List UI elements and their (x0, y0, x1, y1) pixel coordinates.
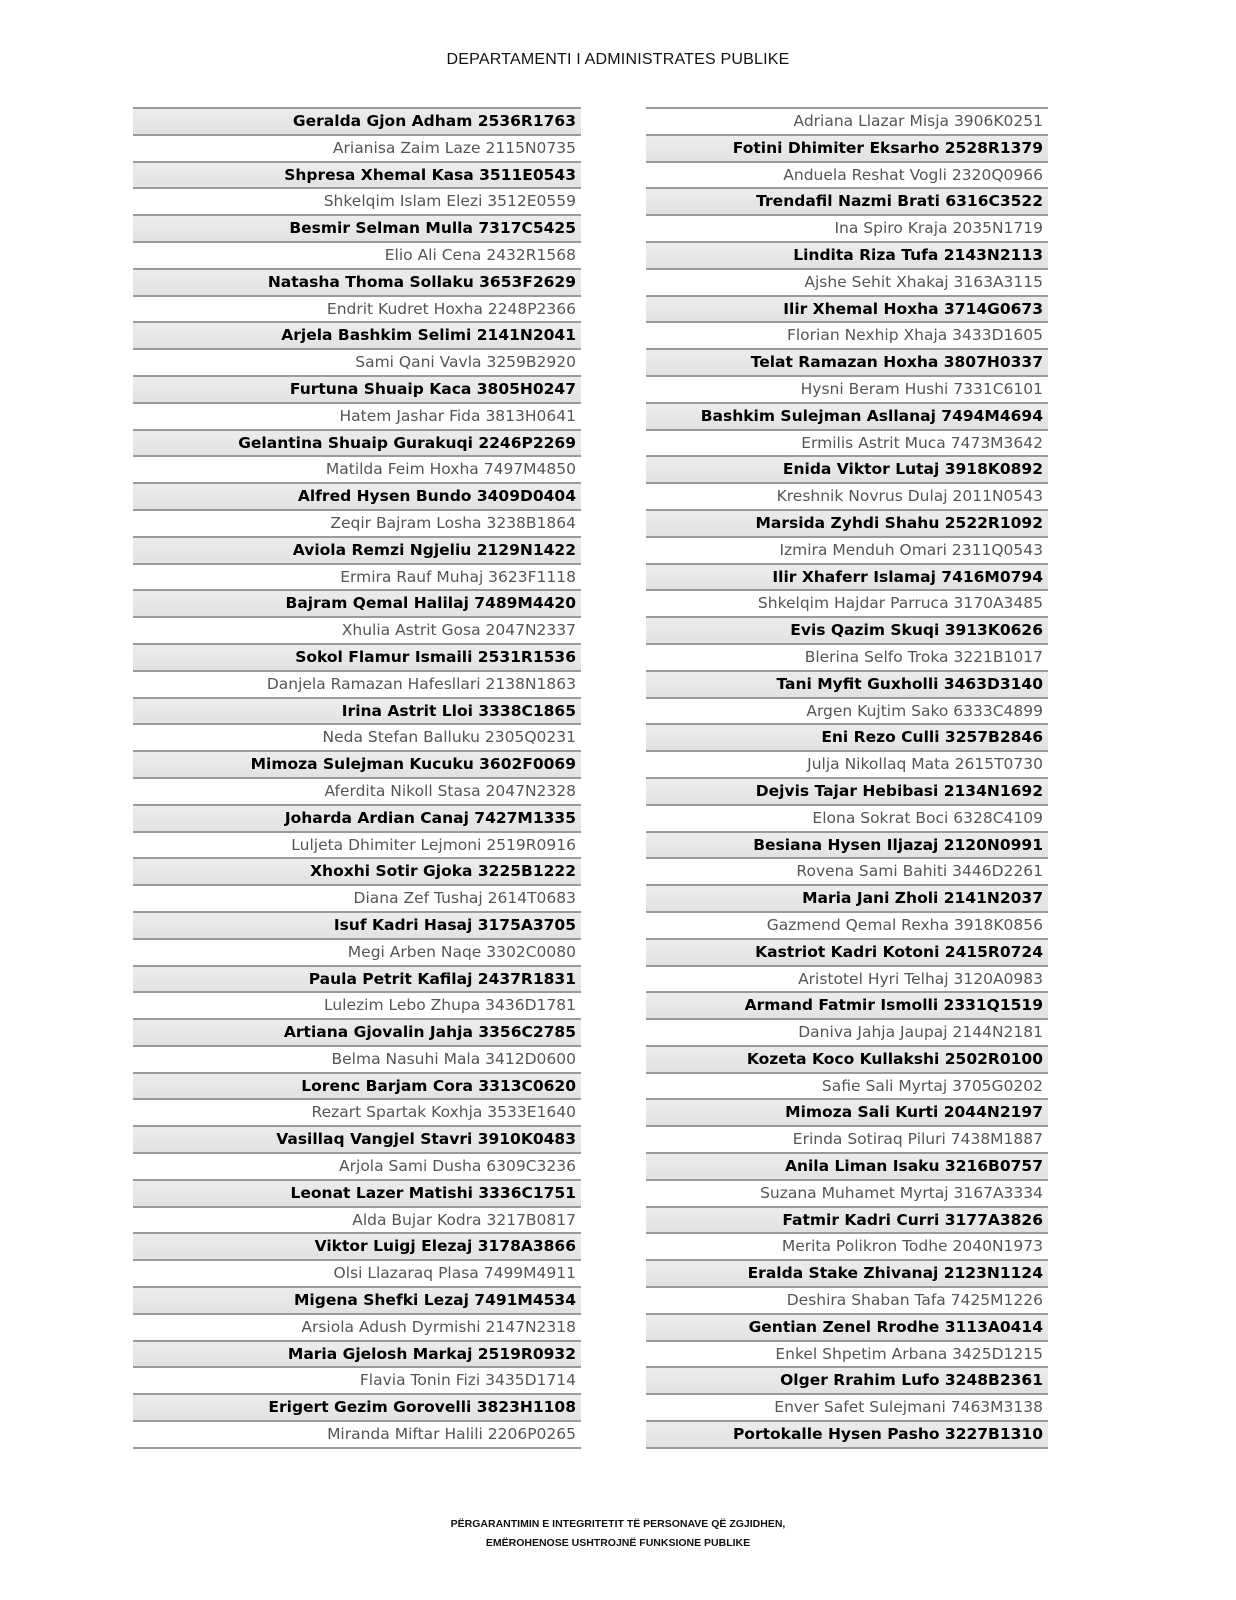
list-item: Rezart Spartak Koxhja 3533E1640 (133, 1100, 581, 1127)
list-item: Neda Stefan Balluku 2305Q0231 (133, 725, 581, 752)
list-item: Lindita Riza Tufa 2143N2113 (646, 243, 1048, 270)
list-item: Arjola Sami Dusha 6309C3236 (133, 1154, 581, 1181)
list-item: Anila Liman Isaku 3216B0757 (646, 1154, 1048, 1181)
list-item: Flavia Tonin Fizi 3435D1714 (133, 1368, 581, 1395)
list-item: Elio Ali Cena 2432R1568 (133, 243, 581, 270)
list-item: Kreshnik Novrus Dulaj 2011N0543 (646, 484, 1048, 511)
left-name-list (133, 107, 581, 1449)
list-item: Argen Kujtim Sako 6333C4899 (646, 699, 1048, 726)
list-item: Rovena Sami Bahiti 3446D2261 (646, 859, 1048, 886)
list-item: Ilir Xhaferr Islamaj 7416M0794 (646, 565, 1048, 592)
list-item: Merita Polikron Todhe 2040N1973 (646, 1234, 1048, 1261)
list-item: Shkelqim Hajdar Parruca 3170A3485 (646, 591, 1048, 618)
list-item: Alda Bujar Kodra 3217B0817 (133, 1208, 581, 1235)
list-item: Besiana Hysen Iljazaj 2120N0991 (646, 833, 1048, 860)
list-item: Evis Qazim Skuqi 3913K0626 (646, 618, 1048, 645)
list-item: Vasillaq Vangjel Stavri 3910K0483 (133, 1127, 581, 1154)
list-item: Marsida Zyhdi Shahu 2522R1092 (646, 511, 1048, 538)
list-item: Natasha Thoma Sollaku 3653F2629 (133, 270, 581, 297)
list-item: Diana Zef Tushaj 2614T0683 (133, 886, 581, 913)
list-item: Erinda Sotiraq Piluri 7438M1887 (646, 1127, 1048, 1154)
list-item: Joharda Ardian Canaj 7427M1335 (133, 806, 581, 833)
list-item: Aferdita Nikoll Stasa 2047N2328 (133, 779, 581, 806)
list-item: Gazmend Qemal Rexha 3918K0856 (646, 913, 1048, 940)
list-item: Eralda Stake Zhivanaj 2123N1124 (646, 1261, 1048, 1288)
list-item: Migena Shefki Lezaj 7491M4534 (133, 1288, 581, 1315)
list-item: Belma Nasuhi Mala 3412D0600 (133, 1047, 581, 1074)
document-title: DEPARTAMENTI I ADMINISTRATES PUBLIKE (446, 51, 790, 68)
list-item: Hysni Beram Hushi 7331C6101 (646, 377, 1048, 404)
list-item: Dejvis Tajar Hebibasi 2134N1692 (646, 779, 1048, 806)
list-item: Deshira Shaban Tafa 7425M1226 (646, 1288, 1048, 1315)
list-item: Erigert Gezim Gorovelli 3823H1108 (133, 1395, 581, 1422)
list-item: Florian Nexhip Xhaja 3433D1605 (646, 323, 1048, 350)
list-item: Enida Viktor Lutaj 3918K0892 (646, 457, 1048, 484)
list-item: Ina Spiro Kraja 2035N1719 (646, 216, 1048, 243)
list-item: Xhulia Astrit Gosa 2047N2337 (133, 618, 581, 645)
list-item: Mimoza Sulejman Kucuku 3602F0069 (133, 752, 581, 779)
list-item: Armand Fatmir Ismolli 2331Q1519 (646, 993, 1048, 1020)
list-item: Daniva Jahja Jaupaj 2144N2181 (646, 1020, 1048, 1047)
list-item: Olger Rrahim Lufo 3248B2361 (646, 1368, 1048, 1395)
list-item: Sokol Flamur Ismaili 2531R1536 (133, 645, 581, 672)
list-item: Arianisa Zaim Laze 2115N0735 (133, 136, 581, 163)
list-item: Suzana Muhamet Myrtaj 3167A3334 (646, 1181, 1048, 1208)
list-item: Hatem Jashar Fida 3813H0641 (133, 404, 581, 431)
list-item: Enkel Shpetim Arbana 3425D1215 (646, 1342, 1048, 1369)
list-item: Bajram Qemal Halilaj 7489M4420 (133, 591, 581, 618)
list-item: Kozeta Koco Kullakshi 2502R0100 (646, 1047, 1048, 1074)
list-item: Arsiola Adush Dyrmishi 2147N2318 (133, 1315, 581, 1342)
list-item: Fotini Dhimiter Eksarho 2528R1379 (646, 136, 1048, 163)
list-item: Tani Myfit Guxholli 3463D3140 (646, 672, 1048, 699)
right-name-list (646, 107, 1048, 1449)
list-item: Maria Gjelosh Markaj 2519R0932 (133, 1342, 581, 1369)
footer-line-1: PËRGARANTIMIN E INTEGRITETIT TË PERSONAVE QË ZGJIDHEN, (450, 1518, 786, 1530)
list-item: Arjela Bashkim Selimi 2141N2041 (133, 323, 581, 350)
list-item: Gelantina Shuaip Gurakuqi 2246P2269 (133, 431, 581, 458)
list-item: Isuf Kadri Hasaj 3175A3705 (133, 913, 581, 940)
list-item: Telat Ramazan Hoxha 3807H0337 (646, 350, 1048, 377)
list-item: Geralda Gjon Adham 2536R1763 (133, 109, 581, 136)
list-item: Izmira Menduh Omari 2311Q0543 (646, 538, 1048, 565)
list-item: Aviola Remzi Ngjeliu 2129N1422 (133, 538, 581, 565)
list-item: Bashkim Sulejman Asllanaj 7494M4694 (646, 404, 1048, 431)
list-item: Xhoxhi Sotir Gjoka 3225B1222 (133, 859, 581, 886)
list-item: Viktor Luigj Elezaj 3178A3866 (133, 1234, 581, 1261)
footer-line-2: EMËROHENOSE USHTROJNË FUNKSIONE PUBLIKE (485, 1537, 751, 1549)
list-item: Olsi Llazaraq Plasa 7499M4911 (133, 1261, 581, 1288)
list-item: Ajshe Sehit Xhakaj 3163A3115 (646, 270, 1048, 297)
document-footer (0, 1515, 1236, 1553)
list-item: Ilir Xhemal Hoxha 3714G0673 (646, 297, 1048, 324)
list-item: Endrit Kudret Hoxha 2248P2366 (133, 297, 581, 324)
list-item: Leonat Lazer Matishi 3336C1751 (133, 1181, 581, 1208)
list-item: Anduela Reshat Vogli 2320Q0966 (646, 163, 1048, 190)
list-item: Shkelqim Islam Elezi 3512E0559 (133, 189, 581, 216)
list-item: Zeqir Bajram Losha 3238B1864 (133, 511, 581, 538)
list-item: Paula Petrit Kafilaj 2437R1831 (133, 967, 581, 994)
list-item: Blerina Selfo Troka 3221B1017 (646, 645, 1048, 672)
list-item: Aristotel Hyri Telhaj 3120A0983 (646, 967, 1048, 994)
list-item: Ermilis Astrit Muca 7473M3642 (646, 431, 1048, 458)
list-item: Danjela Ramazan Hafesllari 2138N1863 (133, 672, 581, 699)
list-item: Adriana Llazar Misja 3906K0251 (646, 109, 1048, 136)
list-item: Alfred Hysen Bundo 3409D0404 (133, 484, 581, 511)
list-item: Miranda Miftar Halili 2206P0265 (133, 1422, 581, 1449)
list-item: Lorenc Barjam Cora 3313C0620 (133, 1074, 581, 1101)
list-item: Matilda Feim Hoxha 7497M4850 (133, 457, 581, 484)
list-item: Luljeta Dhimiter Lejmoni 2519R0916 (133, 833, 581, 860)
list-item: Megi Arben Naqe 3302C0080 (133, 940, 581, 967)
list-item: Elona Sokrat Boci 6328C4109 (646, 806, 1048, 833)
list-item: Shpresa Xhemal Kasa 3511E0543 (133, 163, 581, 190)
list-item: Artiana Gjovalin Jahja 3356C2785 (133, 1020, 581, 1047)
list-item: Fatmir Kadri Curri 3177A3826 (646, 1208, 1048, 1235)
list-item: Sami Qani Vavla 3259B2920 (133, 350, 581, 377)
list-item: Julja Nikollaq Mata 2615T0730 (646, 752, 1048, 779)
list-item: Irina Astrit Lloi 3338C1865 (133, 699, 581, 726)
list-item: Eni Rezo Culli 3257B2846 (646, 725, 1048, 752)
list-item: Maria Jani Zholi 2141N2037 (646, 886, 1048, 913)
list-item: Trendafil Nazmi Brati 6316C3522 (646, 189, 1048, 216)
list-item: Kastriot Kadri Kotoni 2415R0724 (646, 940, 1048, 967)
list-item: Safie Sali Myrtaj 3705G0202 (646, 1074, 1048, 1101)
list-item: Ermira Rauf Muhaj 3623F1118 (133, 565, 581, 592)
list-item: Mimoza Sali Kurti 2044N2197 (646, 1100, 1048, 1127)
list-item: Furtuna Shuaip Kaca 3805H0247 (133, 377, 581, 404)
list-item: Gentian Zenel Rrodhe 3113A0414 (646, 1315, 1048, 1342)
list-item: Portokalle Hysen Pasho 3227B1310 (646, 1422, 1048, 1449)
list-item: Besmir Selman Mulla 7317C5425 (133, 216, 581, 243)
list-item: Lulezim Lebo Zhupa 3436D1781 (133, 993, 581, 1020)
list-item: Enver Safet Sulejmani 7463M3138 (646, 1395, 1048, 1422)
